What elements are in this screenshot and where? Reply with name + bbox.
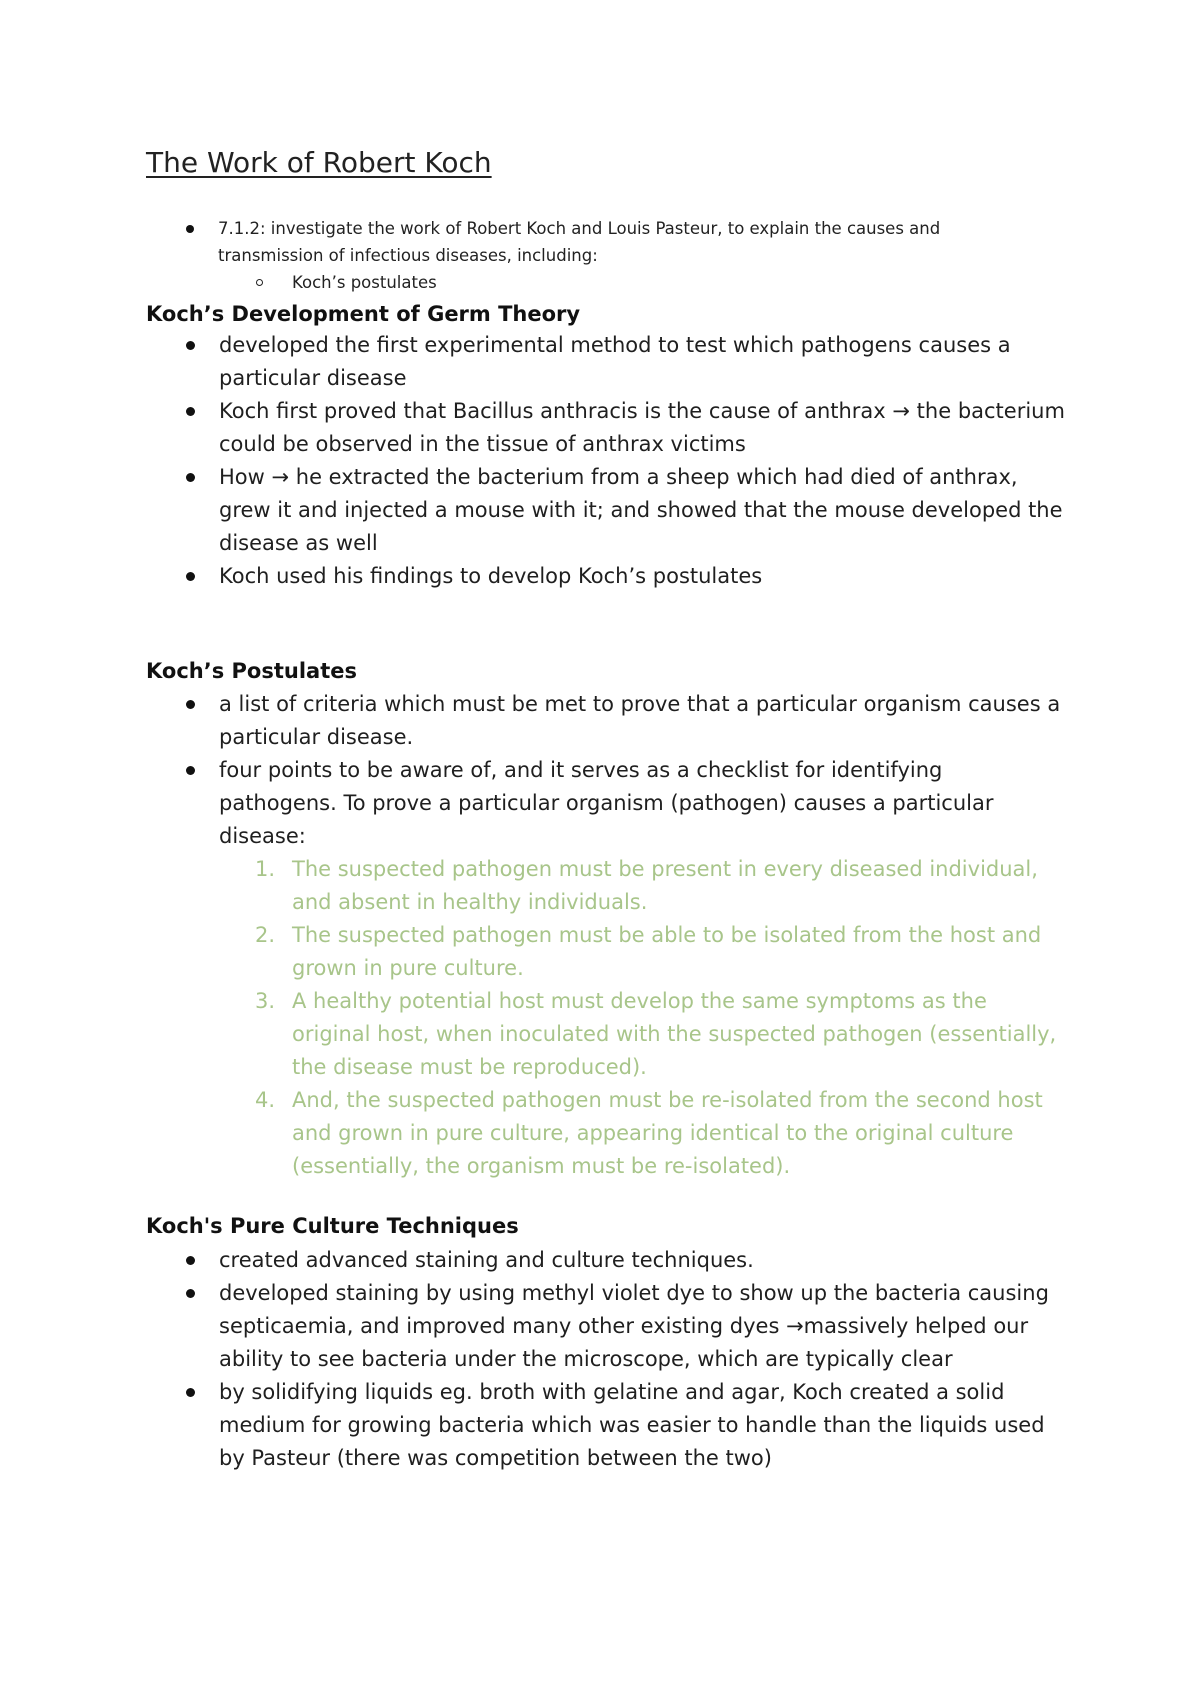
postulate-item (219, 985, 1066, 1084)
list-item-text: a list of criteria which must be met to prove that a particular organism causes a particular disease. (219, 692, 1061, 749)
postulate-text: And, the suspected pathogen must be re-isolated from the second host and grown in pure culture, appearing identical to the original culture (essentially, the organism must be re-isolated). (292, 1088, 1043, 1178)
list-item (146, 461, 1066, 560)
section-heading-germ-theory: Koch’s Development of Germ Theory (146, 302, 581, 326)
postulate-text: The suspected pathogen must be able to be isolated from the host and grown in pure culture. (292, 923, 1042, 980)
page-title: The Work of Robert Koch (146, 146, 492, 179)
list-item (146, 754, 1066, 1183)
list-item (146, 1244, 1066, 1277)
list-item-text: developed the first experimental method to test which pathogens causes a particular disease (219, 333, 1011, 390)
postulates-numbered-list (219, 853, 1066, 1183)
bullet-icon (186, 1388, 195, 1397)
postulate-item (219, 1084, 1066, 1183)
list-item (146, 329, 1066, 395)
syllabus-objective (146, 215, 1046, 296)
list-item (146, 688, 1066, 754)
list-item-text: by solidifying liquids eg. broth with gelatine and agar, Koch created a solid medium for growing bacteria which was easier to handle than the liquids used by Pasteur (there was competition between the two) (219, 1380, 1045, 1470)
list-item (146, 1376, 1066, 1475)
bullet-icon (186, 225, 194, 233)
germ-theory-list (146, 329, 1066, 593)
list-item (146, 560, 1066, 593)
list-item-text: Koch first proved that Bacillus anthracis is the cause of anthrax → the bacterium could be observed in the tissue of anthrax victims (219, 399, 1065, 456)
objective-text-line2: transmission of infectious diseases, including: (218, 246, 598, 265)
postulate-item (219, 853, 1066, 919)
list-item (146, 1277, 1066, 1376)
list-item-text: Koch used his findings to develop Koch’s postulates (219, 564, 763, 588)
bullet-icon (186, 341, 195, 350)
objective-subitem (146, 269, 1046, 296)
postulate-item (219, 919, 1066, 985)
pure-culture-list (146, 1244, 1066, 1475)
bullet-icon (186, 1256, 195, 1265)
postulate-text: A healthy potential host must develop the same symptoms as the original host, when inoculated with the suspected pathogen (essentially, the disease must be reproduced). (292, 989, 1057, 1079)
bullet-icon (186, 766, 195, 775)
postulate-number: 1. (255, 857, 276, 881)
list-item (146, 395, 1066, 461)
section-heading-pure-culture: Koch's Pure Culture Techniques (146, 1214, 519, 1238)
postulate-text: The suspected pathogen must be present in every diseased individual, and absent in healthy individuals. (292, 857, 1038, 914)
postulate-number: 3. (255, 989, 276, 1013)
list-item-text: developed staining by using methyl violet dye to show up the bacteria causing septicaemia, and improved many other existing dyes →massively helped our ability to see bacteria under the microscope, which are typically clear (219, 1281, 1049, 1371)
bullet-icon (186, 407, 195, 416)
postulates-list (146, 688, 1066, 1183)
section-heading-postulates: Koch’s Postulates (146, 659, 357, 683)
bullet-icon (186, 572, 195, 581)
list-item-text: How → he extracted the bacterium from a sheep which had died of anthrax, grew it and injected a mouse with it; and showed that the mouse developed the disease as well (219, 465, 1063, 555)
objective-text-line1: 7.1.2: investigate the work of Robert Koch and Louis Pasteur, to explain the causes and (218, 219, 941, 238)
list-item-text: created advanced staining and culture techniques. (219, 1248, 754, 1272)
list-item-text: four points to be aware of, and it serves as a checklist for identifying pathogens. To prove a particular organism (pathogen) causes a particular disease: (219, 758, 994, 848)
postulate-number: 4. (255, 1088, 276, 1112)
hollow-bullet-icon (256, 279, 263, 286)
objective-subitem-text: Koch’s postulates (292, 273, 437, 292)
postulate-number: 2. (255, 923, 276, 947)
bullet-icon (186, 1289, 195, 1298)
bullet-icon (186, 473, 195, 482)
objective-item (146, 215, 1046, 269)
bullet-icon (186, 700, 195, 709)
